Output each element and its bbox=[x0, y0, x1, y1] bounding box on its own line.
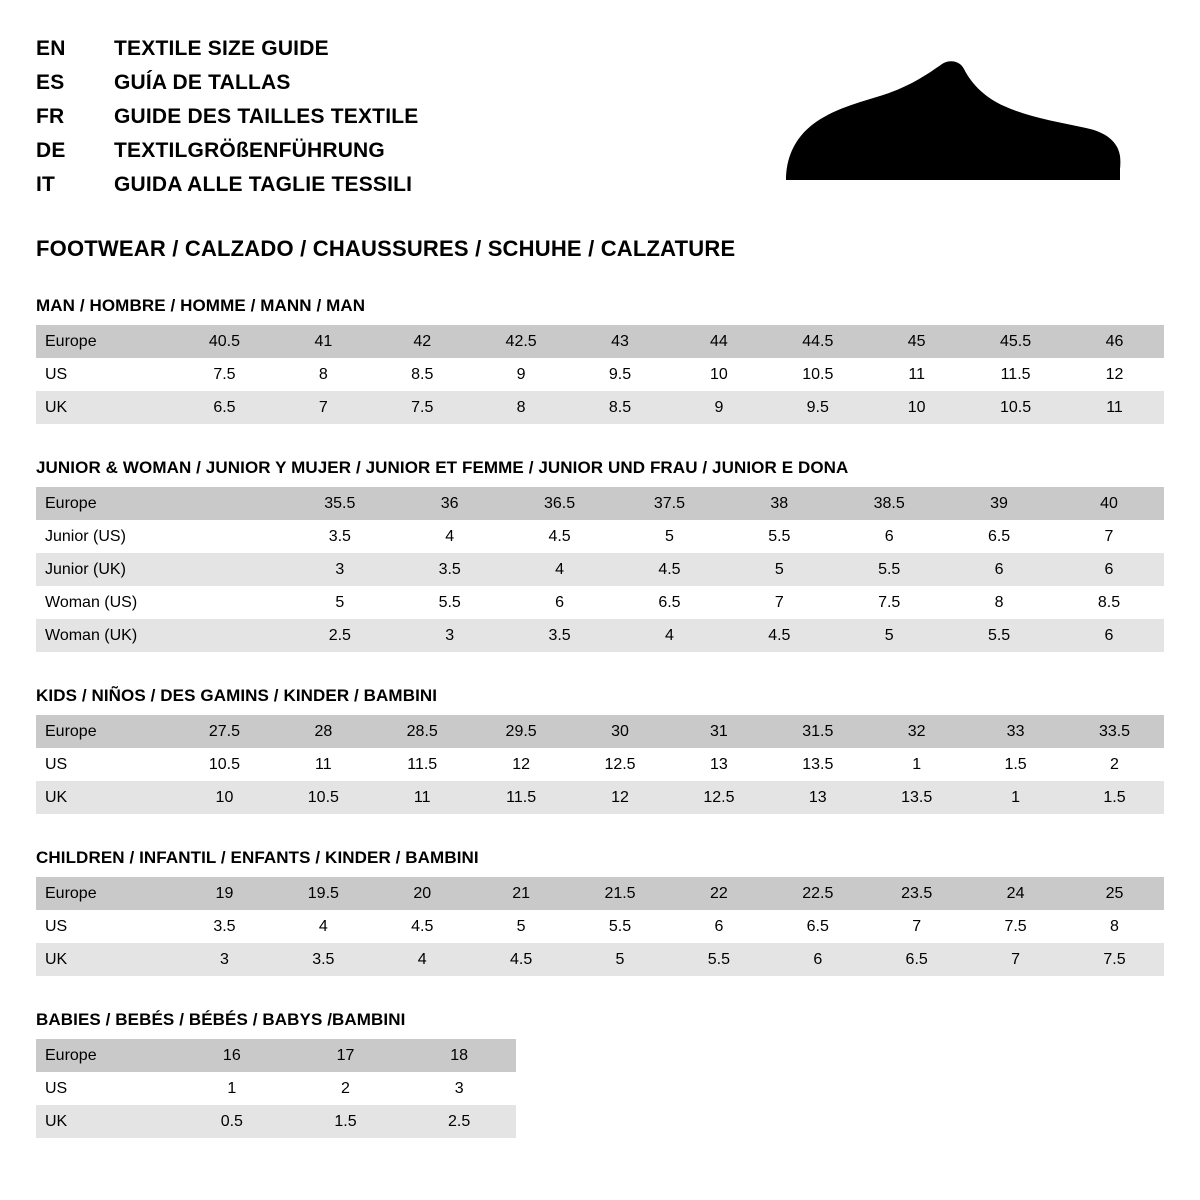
table-cell bbox=[175, 520, 285, 553]
table-cell: 12.5 bbox=[669, 781, 768, 814]
table-cell: 7 bbox=[867, 910, 966, 943]
table-cell: 11.5 bbox=[472, 781, 571, 814]
table-cell: 10 bbox=[175, 781, 274, 814]
table-cell: 40 bbox=[1054, 487, 1164, 520]
table-cell: 41 bbox=[274, 325, 373, 358]
row-label: Europe bbox=[36, 1039, 175, 1072]
table-cell: 7.5 bbox=[1065, 943, 1164, 976]
table-cell: 5.5 bbox=[395, 586, 505, 619]
table-cell: 40.5 bbox=[175, 325, 274, 358]
table-cell: 22 bbox=[669, 877, 768, 910]
section-title: BABIES / BEBÉS / BÉBÉS / BABYS /BAMBINI bbox=[36, 1010, 406, 1029]
table-cell: 9.5 bbox=[768, 391, 867, 424]
table-cell: 13 bbox=[768, 781, 867, 814]
table-cell: 6.5 bbox=[768, 910, 867, 943]
table-cell: 8 bbox=[1065, 910, 1164, 943]
table-cell: 7 bbox=[966, 943, 1065, 976]
table-cell: 6.5 bbox=[867, 943, 966, 976]
row-label: Europe bbox=[36, 877, 175, 910]
size-table bbox=[36, 715, 1164, 814]
table-row bbox=[36, 520, 1164, 553]
row-label: Junior (UK) bbox=[36, 553, 175, 586]
table-cell: 30 bbox=[571, 715, 670, 748]
table-cell: 12.5 bbox=[571, 748, 670, 781]
table-cell: 6.5 bbox=[944, 520, 1054, 553]
language-code: ES bbox=[36, 71, 65, 94]
table-cell: 10 bbox=[669, 358, 768, 391]
table-cell: 32 bbox=[867, 715, 966, 748]
table-cell bbox=[175, 619, 285, 652]
table-cell: 12 bbox=[1065, 358, 1164, 391]
table-cell: 3 bbox=[285, 553, 395, 586]
table-cell: 11.5 bbox=[373, 748, 472, 781]
table-cell: 35.5 bbox=[285, 487, 395, 520]
row-label: US bbox=[36, 910, 175, 943]
row-label: US bbox=[36, 1072, 175, 1105]
table-cell: 10 bbox=[867, 391, 966, 424]
table-row bbox=[36, 325, 1164, 358]
language-code: DE bbox=[36, 139, 66, 162]
table-row bbox=[36, 358, 1164, 391]
table-cell: 9.5 bbox=[571, 358, 670, 391]
table-row bbox=[36, 586, 1164, 619]
table-cell: 8.5 bbox=[571, 391, 670, 424]
table-cell: 36 bbox=[395, 487, 505, 520]
table-cell: 5.5 bbox=[944, 619, 1054, 652]
row-label: Europe bbox=[36, 487, 175, 520]
table-cell: 8.5 bbox=[373, 358, 472, 391]
table-cell: 17 bbox=[289, 1039, 403, 1072]
table-cell: 4.5 bbox=[373, 910, 472, 943]
table-cell: 13.5 bbox=[768, 748, 867, 781]
table-cell: 5 bbox=[571, 943, 670, 976]
table-cell: 38.5 bbox=[834, 487, 944, 520]
table-cell: 7 bbox=[1054, 520, 1164, 553]
language-row bbox=[36, 72, 418, 93]
table-cell: 31.5 bbox=[768, 715, 867, 748]
table-cell: 11 bbox=[867, 358, 966, 391]
table-cell bbox=[175, 487, 285, 520]
table-cell: 4.5 bbox=[724, 619, 834, 652]
table-cell: 3.5 bbox=[274, 943, 373, 976]
size-table bbox=[36, 325, 1164, 424]
table-cell: 6 bbox=[505, 586, 615, 619]
table-cell: 5.5 bbox=[571, 910, 670, 943]
language-code: IT bbox=[36, 173, 56, 196]
language-title: GUIDA ALLE TAGLIE TESSILI bbox=[114, 173, 413, 196]
language-title: TEXTILE SIZE GUIDE bbox=[114, 37, 329, 60]
table-row bbox=[36, 781, 1164, 814]
language-code: EN bbox=[36, 37, 66, 60]
language-list bbox=[36, 38, 418, 208]
table-cell: 3.5 bbox=[395, 553, 505, 586]
table-cell: 6 bbox=[669, 910, 768, 943]
section-title: KIDS / NIÑOS / DES GAMINS / KINDER / BAMBINI bbox=[36, 686, 438, 705]
table-cell bbox=[175, 553, 285, 586]
table-cell: 3 bbox=[402, 1072, 516, 1105]
table-cell: 24 bbox=[966, 877, 1065, 910]
table-cell: 16 bbox=[175, 1039, 289, 1072]
table-cell: 45 bbox=[867, 325, 966, 358]
row-label: Junior (US) bbox=[36, 520, 175, 553]
row-label: Woman (US) bbox=[36, 586, 175, 619]
page-header bbox=[36, 32, 1164, 208]
table-cell: 9 bbox=[669, 391, 768, 424]
table-cell: 22.5 bbox=[768, 877, 867, 910]
section-title: MAN / HOMBRE / HOMME / MANN / MAN bbox=[36, 296, 366, 315]
table-cell: 10.5 bbox=[274, 781, 373, 814]
row-label: Woman (UK) bbox=[36, 619, 175, 652]
table-cell: 7.5 bbox=[373, 391, 472, 424]
table-cell: 11 bbox=[1065, 391, 1164, 424]
table-cell: 3 bbox=[395, 619, 505, 652]
table-cell: 5 bbox=[472, 910, 571, 943]
table-cell: 4 bbox=[615, 619, 725, 652]
table-cell: 44.5 bbox=[768, 325, 867, 358]
row-label: UK bbox=[36, 391, 175, 424]
size-section bbox=[36, 296, 1164, 424]
size-table bbox=[36, 487, 1164, 652]
table-cell: 6 bbox=[834, 520, 944, 553]
size-section bbox=[36, 686, 1164, 814]
table-cell: 8 bbox=[472, 391, 571, 424]
table-row bbox=[36, 910, 1164, 943]
table-cell: 13.5 bbox=[867, 781, 966, 814]
table-row bbox=[36, 715, 1164, 748]
table-cell: 29.5 bbox=[472, 715, 571, 748]
table-cell bbox=[175, 586, 285, 619]
table-cell: 4 bbox=[395, 520, 505, 553]
table-cell: 1 bbox=[175, 1072, 289, 1105]
table-row bbox=[36, 619, 1164, 652]
table-cell: 23.5 bbox=[867, 877, 966, 910]
table-cell: 18 bbox=[402, 1039, 516, 1072]
row-label: US bbox=[36, 358, 175, 391]
dress-shoe-icon bbox=[782, 60, 1142, 180]
size-sections bbox=[36, 296, 1164, 1138]
table-cell: 3.5 bbox=[505, 619, 615, 652]
table-cell: 7 bbox=[274, 391, 373, 424]
table-row bbox=[36, 877, 1164, 910]
row-label: UK bbox=[36, 1105, 175, 1138]
section-title: CHILDREN / INFANTIL / ENFANTS / KINDER / BAMBINI bbox=[36, 848, 479, 867]
table-cell: 27.5 bbox=[175, 715, 274, 748]
table-cell: 13 bbox=[669, 748, 768, 781]
table-cell: 43 bbox=[571, 325, 670, 358]
table-cell: 4.5 bbox=[472, 943, 571, 976]
language-title: TEXTILGRÖßENFÜHRUNG bbox=[114, 139, 385, 162]
table-cell: 1 bbox=[867, 748, 966, 781]
size-section bbox=[36, 458, 1164, 652]
table-row bbox=[36, 487, 1164, 520]
table-cell: 2.5 bbox=[285, 619, 395, 652]
table-cell: 45.5 bbox=[966, 325, 1065, 358]
table-cell: 3.5 bbox=[175, 910, 274, 943]
table-cell: 1.5 bbox=[289, 1105, 403, 1138]
table-cell: 11.5 bbox=[966, 358, 1065, 391]
footwear-title: FOOTWEAR / CALZADO / CHAUSSURES / SCHUHE / CALZATURE bbox=[36, 236, 736, 261]
table-cell: 20 bbox=[373, 877, 472, 910]
size-table bbox=[36, 1039, 516, 1138]
table-cell: 6.5 bbox=[615, 586, 725, 619]
table-row bbox=[36, 391, 1164, 424]
table-cell: 44 bbox=[669, 325, 768, 358]
language-row bbox=[36, 106, 418, 127]
table-cell: 7.5 bbox=[175, 358, 274, 391]
table-cell: 12 bbox=[571, 781, 670, 814]
table-cell: 33.5 bbox=[1065, 715, 1164, 748]
table-cell: 6 bbox=[944, 553, 1054, 586]
size-section bbox=[36, 1010, 1164, 1138]
table-cell: 36.5 bbox=[505, 487, 615, 520]
table-cell: 5.5 bbox=[724, 520, 834, 553]
table-cell: 42 bbox=[373, 325, 472, 358]
language-row bbox=[36, 38, 418, 59]
language-row bbox=[36, 140, 418, 161]
row-label: UK bbox=[36, 943, 175, 976]
language-title: GUÍA DE TALLAS bbox=[114, 71, 291, 94]
table-cell: 8 bbox=[274, 358, 373, 391]
table-cell: 3 bbox=[175, 943, 274, 976]
table-cell: 2 bbox=[1065, 748, 1164, 781]
language-code: FR bbox=[36, 105, 65, 128]
table-cell: 42.5 bbox=[472, 325, 571, 358]
table-cell: 6 bbox=[768, 943, 867, 976]
table-cell: 5 bbox=[724, 553, 834, 586]
table-cell: 25 bbox=[1065, 877, 1164, 910]
table-cell: 33 bbox=[966, 715, 1065, 748]
table-cell: 2 bbox=[289, 1072, 403, 1105]
table-cell: 5 bbox=[285, 586, 395, 619]
table-cell: 7.5 bbox=[834, 586, 944, 619]
table-cell: 39 bbox=[944, 487, 1054, 520]
table-cell: 28.5 bbox=[373, 715, 472, 748]
table-cell: 11 bbox=[274, 748, 373, 781]
table-cell: 1.5 bbox=[966, 748, 1065, 781]
table-cell: 9 bbox=[472, 358, 571, 391]
table-cell: 2.5 bbox=[402, 1105, 516, 1138]
table-cell: 21 bbox=[472, 877, 571, 910]
table-cell: 19 bbox=[175, 877, 274, 910]
table-cell: 37.5 bbox=[615, 487, 725, 520]
table-cell: 5 bbox=[615, 520, 725, 553]
table-cell: 4 bbox=[274, 910, 373, 943]
table-cell: 1 bbox=[966, 781, 1065, 814]
table-cell: 5.5 bbox=[669, 943, 768, 976]
table-cell: 8 bbox=[944, 586, 1054, 619]
table-cell: 28 bbox=[274, 715, 373, 748]
language-row bbox=[36, 174, 418, 195]
table-cell: 4 bbox=[505, 553, 615, 586]
table-cell: 21.5 bbox=[571, 877, 670, 910]
table-row bbox=[36, 1072, 516, 1105]
table-row bbox=[36, 748, 1164, 781]
table-cell: 7.5 bbox=[966, 910, 1065, 943]
table-cell: 38 bbox=[724, 487, 834, 520]
table-cell: 3.5 bbox=[285, 520, 395, 553]
table-cell: 1.5 bbox=[1065, 781, 1164, 814]
table-row bbox=[36, 1039, 516, 1072]
table-row bbox=[36, 553, 1164, 586]
table-cell: 7 bbox=[724, 586, 834, 619]
section-title: JUNIOR & WOMAN / JUNIOR Y MUJER / JUNIOR ET FEMME / JUNIOR UND FRAU / JUNIOR E DONA bbox=[36, 458, 849, 477]
table-cell: 46 bbox=[1065, 325, 1164, 358]
table-cell: 8.5 bbox=[1054, 586, 1164, 619]
table-cell: 11 bbox=[373, 781, 472, 814]
table-cell: 10.5 bbox=[175, 748, 274, 781]
table-cell: 4.5 bbox=[505, 520, 615, 553]
table-cell: 5 bbox=[834, 619, 944, 652]
table-cell: 4 bbox=[373, 943, 472, 976]
language-title: GUIDE DES TAILLES TEXTILE bbox=[114, 105, 419, 128]
table-cell: 10.5 bbox=[966, 391, 1065, 424]
table-cell: 6 bbox=[1054, 553, 1164, 586]
row-label: Europe bbox=[36, 715, 175, 748]
row-label: US bbox=[36, 748, 175, 781]
table-cell: 10.5 bbox=[768, 358, 867, 391]
table-cell: 0.5 bbox=[175, 1105, 289, 1138]
row-label: Europe bbox=[36, 325, 175, 358]
table-cell: 5.5 bbox=[834, 553, 944, 586]
table-cell: 19.5 bbox=[274, 877, 373, 910]
row-label: UK bbox=[36, 781, 175, 814]
table-cell: 4.5 bbox=[615, 553, 725, 586]
size-table bbox=[36, 877, 1164, 976]
table-cell: 12 bbox=[472, 748, 571, 781]
table-row bbox=[36, 943, 1164, 976]
table-row bbox=[36, 1105, 516, 1138]
table-cell: 6 bbox=[1054, 619, 1164, 652]
table-cell: 6.5 bbox=[175, 391, 274, 424]
size-section bbox=[36, 848, 1164, 976]
table-cell: 31 bbox=[669, 715, 768, 748]
